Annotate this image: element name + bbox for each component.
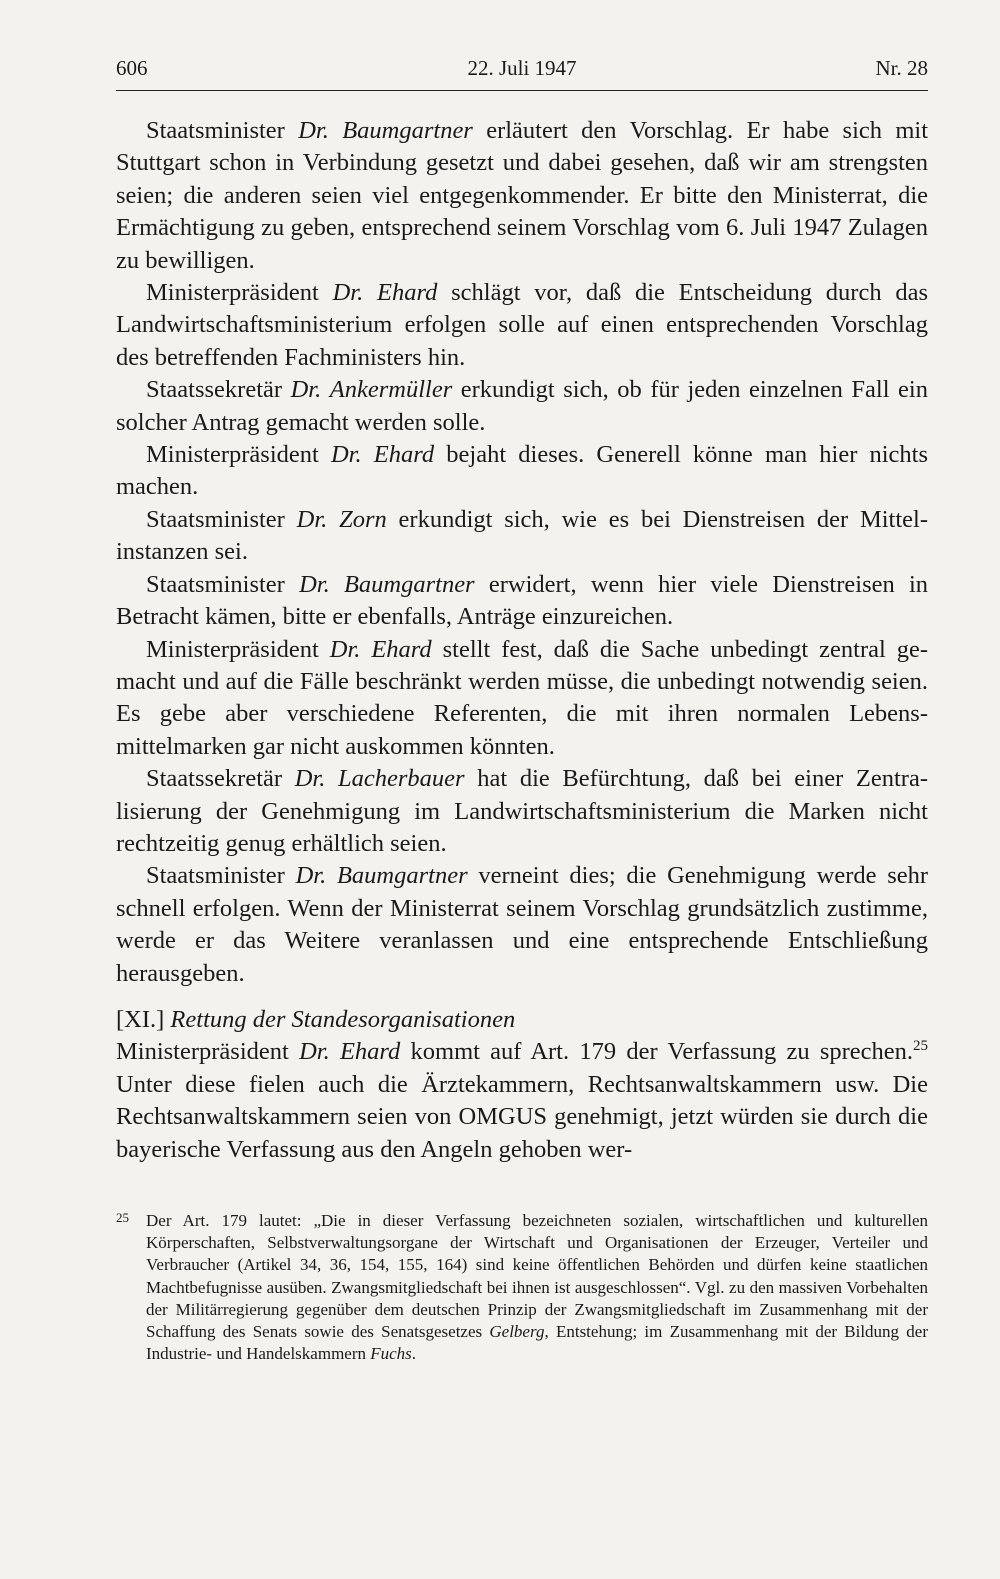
paragraph (116, 634, 928, 764)
section-heading (116, 1004, 928, 1036)
paragraph-text: erkundigt sich, ob für jeden einzelnen Fall ein solcher Antrag gemacht werden solle. (116, 376, 928, 436)
speaker-name: Ehard (377, 279, 438, 307)
paragraph-text: hat die Befürchtung, daß bei einer Zentralisierung der Genehmigung im Landwirtschaftsministerium die Marken nicht rechtzeitig genug erhältlich seien. (116, 765, 928, 857)
speaker-name: Baumgartner (343, 570, 475, 598)
footnote-text (146, 1210, 928, 1365)
paragraph (116, 569, 928, 634)
speaker-role: Staatsminister (146, 117, 285, 144)
speaker-name: Ehard (373, 441, 435, 469)
paragraph-text: erkundigt sich, wie es bei Dienstreisen der Mittelinstanzen sei. (116, 505, 929, 566)
speaker-name: Ehard (371, 635, 432, 663)
paragraph-text: schlägt vor, daß die Entscheidung durch das Landwirtschaftsministerium erfolgen solle auf einen entsprechenden Vorschlag des betreffenden Fachministers hin. (116, 279, 929, 371)
issue-number: Nr. 28 (875, 56, 928, 80)
footnote-number: 25 (116, 1210, 129, 1225)
speaker-role: Staatsminister (146, 570, 285, 598)
speaker-title: Dr. (299, 1038, 330, 1066)
speaker-title: Dr. (332, 279, 364, 307)
footnote-text-part: , Entstehung; im Zusammenhang mit der Bildung der Industrie- und Handelskammern (146, 1322, 928, 1364)
speaker-name: Baumgartner (342, 117, 473, 144)
header-date: 22. Juli 1947 (467, 56, 577, 80)
speaker-name: Baumgartner (336, 862, 468, 890)
paragraph (116, 763, 928, 860)
paragraph (116, 277, 928, 374)
footnote-reference[interactable]: 25 (913, 1038, 929, 1055)
speaker-role: Staatssekretär (146, 376, 283, 404)
page-number: 606 (116, 56, 148, 80)
footnote-citation: Fuchs (370, 1344, 412, 1364)
speaker-role: Ministerpräsident (146, 279, 319, 307)
speaker-title: Dr. (294, 765, 326, 793)
paragraph-text: stellt fest, daß die Sache unbedingt zentral gemacht und auf die Fälle beschränkt werden müsse, die unbedingt notwendig seien. Es gebe aber verschiedene Referenten, die mit ihren normalen Lebensmittelmarken gar nicht auskommen könnten. (116, 635, 929, 760)
speaker-title: Dr. (330, 441, 362, 469)
footnote-text-part: Der Art. 179 lautet: „Die in dieser Verfassung bezeichneten sozialen, wirtschaftlichen und kulturellen Körperschaften, Selbstverwaltungsorgane der Wirtschaft und Organisationen der Erzeuger, Verteiler und Verbraucher (Artikel 34, 36, 154, 155, 164) sind keine öffentlichen Behörden und dürfen keine staatlichen Machtbefugnisse ausüben. Zwangsmitgliedschaft bei ihnen ist ausgeschlossen“. Vgl. zu den massiven Vorbehalten der Militärregierung gegenüber dem deutschen Prinzip der Zwangsmitgliedschaft im Zusammenhang mit der Schaffung des Senats sowie des Senatsgesetzes (146, 1211, 928, 1342)
footnote (116, 1210, 928, 1365)
section-number: [XI.] (116, 1005, 165, 1033)
speaker-title: Dr. (298, 117, 329, 144)
paragraph-text: Unter diese fielen auch die Ärztekammern, Rechtsanwaltskammern usw. Die Rechtsanwaltskammern seien von OMGUS genehmigt, jetzt würden sie durch die bayerische Verfassung aus den Angeln gehoben wer- (116, 1070, 928, 1163)
footnote-text-part: . (411, 1344, 417, 1364)
paragraph-text: verneint dies; die Genehmigung werde sehr schnell erfolgen. Wenn der Ministerrat seinem Vorschlag grundsätzlich zustimme, werde er das Weitere veranlassen und eine entsprechende Entschließung herausgeben. (116, 862, 929, 987)
main-text (116, 115, 928, 1166)
paragraph (116, 115, 928, 277)
paragraph-text: erläutert den Vorschlag. Er habe sich mit Stuttgart schon in Verbindung gesetzt und dabei gesehen, daß wir am strengsten seien; die anderen seien viel entgegenkommender. Er bitte den Ministerrat, die Ermächtigung zu geben, entsprechend seinem Vorschlag vom 6. Juli 1947 Zulagen zu bewilligen. (116, 117, 929, 274)
speaker-name: Lacherbauer (338, 765, 465, 793)
speaker-name: Zorn (339, 505, 387, 533)
speaker-title: Dr. (290, 376, 322, 404)
paragraph-text: kommt auf Art. 179 der Verfassung zu sprechen. (410, 1038, 914, 1066)
speaker-title: Dr. (299, 570, 330, 598)
speaker-role: Staatsminister (146, 862, 285, 890)
speaker-title: Dr. (295, 862, 327, 890)
speaker-role: Ministerpräsident (146, 635, 319, 663)
speaker-role: Ministerpräsident (116, 1038, 289, 1066)
paragraph-text: bejaht dieses. Generell könne man hier nichts machen. (116, 441, 929, 501)
speaker-role: Staatssekretär (146, 765, 283, 793)
speaker-name: Ehard (339, 1038, 401, 1066)
header-rule (116, 90, 928, 91)
running-header (116, 56, 928, 88)
paragraph (116, 374, 928, 439)
speaker-name: Ankermüller (329, 376, 453, 404)
section-title: Rettung der Standesorganisationen (170, 1005, 516, 1033)
paragraph-text: erwidert, wenn hier viele Dienstreisen in Betracht kämen, bitte er ebenfalls, Anträge einzureichen. (116, 570, 929, 631)
paragraph (116, 860, 928, 990)
paragraph (116, 504, 928, 569)
speaker-role: Ministerpräsident (146, 441, 319, 469)
paragraph (116, 1036, 928, 1166)
speaker-title: Dr. (329, 635, 361, 663)
footnote-citation: Gelberg (489, 1322, 545, 1342)
paragraph (116, 439, 928, 504)
speaker-title: Dr. (296, 505, 328, 533)
speaker-role: Staatsminister (146, 505, 285, 533)
